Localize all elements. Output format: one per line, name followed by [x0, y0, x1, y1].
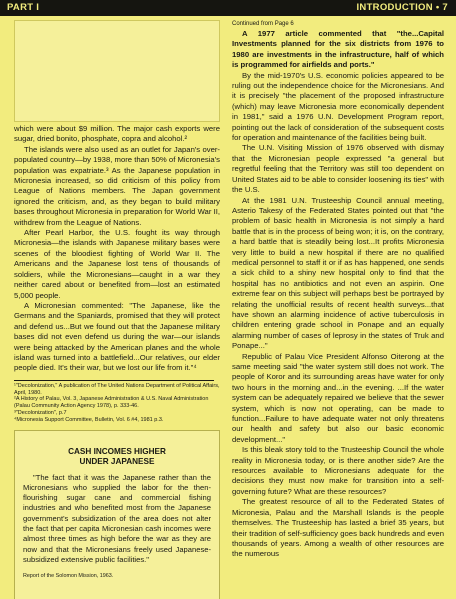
footnote: ¹"Decolonization," A publication of The United Nations Department of Political Affairs, April, 1980.: [14, 382, 220, 396]
footnotes: [14, 383, 220, 424]
page-header: [0, 0, 456, 16]
paragraph: The greatest resource of all to the Federated States of Micronesia, Palau and the Marshall Islands is the people themselves. The Trusteeship has lasted a brief 35 years, but their tradition of self-sufficiency goes back hundreds and even thousands of years. Among a wealth of other resources are the numerous: [232, 497, 444, 559]
paragraph: which were about $9 million. The major cash exports were sugar, dried bonito, phosphate, copra and alcohol.²: [14, 124, 220, 144]
paragraph: A 1977 article commented that "the...Capital Investments planned for the six districts from 1976 to 1980 are investments in the infrastructure, half of which is programmed for airfields and ports.": [232, 29, 444, 70]
right-column: [232, 20, 444, 560]
sidebar-quote: "The fact that it was the Japanese rather than the Micronesians who supplied the labor for the then-flourishing sugar cane and commercial fishing industries and who benefited most from the Japanese government's subsidization of the area does not alter the fact that per capita Micronesian cash incomes were almost three times as high before the war as they are now and that the Micronesians freely used Japanese-subsidized extensive public facilities.": [23, 472, 211, 564]
left-column: [14, 20, 220, 599]
paragraph: Republic of Palau Vice President Alfonso Oiterong at the same meeting said "the water system still does not work. The people of Koror and its surrounding areas have water for only two hours in the morning and...in the evening. ...If the water system can be adequately repaired we believe that the sewer system, which is now not operating, can be made to function...Failure to have adequate water not only threatens our health and safety but also our basic economic development...": [232, 351, 444, 444]
paragraph: Is this bleak story told to the Trusteeship Council the whole reality in Micronesia today, or is there another side? Are the resources available to Micronesians adequate for the decisions they must now make for transition into a self-governing future? What are these resources?: [232, 445, 444, 496]
sidebar-title-line: UNDER JAPANESE: [79, 456, 155, 466]
paragraph: At the 1981 U.N. Trusteeship Council annual meeting, Asterio Takesy of the Federated States pointed out that "the problem of basic health in Micronesia is not simply a hard battle that is in the process of being won; it is, on the contrary, a hard battle that is steadily being lost...It profits Micronesia very little to build a new hospital if there are no qualified medical personnel to staff it or if as has happened, one sends a sick child to a shiny new hospital only to find that the hospital has no antibiotics and not even an aspirin. One extreme fear on this subject will perhaps best be portrayed by relating the unofficial results of recent health surveys...that have shown an alarming incidence of active tuberculosis in children entering grade school in Ponape and an equally alarming number of cases of leprosy in the states of Truk and Ponape...": [232, 195, 444, 351]
paragraph: The islands were also used as an outlet for Japan's over-populated country—by 1938, more than 50% of Micronesia's population was expatriate.³ As the Japanese population in Micronesia increased, so did criticism of this policy from League of Nations members. The Japan government ignored the criticism, and, as they began to build military bases throughout Micronesia in preparation for World War II, withdrew from the League of Nations.: [14, 144, 220, 227]
continued-label: Continued from Page 6: [232, 21, 294, 27]
left-body-text: [14, 124, 220, 374]
section-label: PART I: [7, 2, 40, 13]
footnote: ²A History of Palau, Vol. 3, Japanese Administration & U.S. Naval Administration (Palau Community Action Agency 1978), p. 333-46.: [14, 396, 209, 410]
right-body-text: [232, 29, 444, 560]
blank-image-area: [14, 20, 220, 122]
footnote: ³"Decolonization", p.7: [14, 409, 67, 416]
paragraph: A Micronesian commented: "The Japanese, like the Germans and the Spaniards, promised that they will protect and defend us...But we found out that the Japanese military bases did not even defend us during the war—our islands were being attacked by the American planes and the whole island was turned into a battlefield...Our relatives, our elder people died. It's their war, but we lost our life from it."⁴: [14, 300, 220, 373]
sidebar-source: Report of the Solomon Mission, 1963.: [23, 573, 114, 580]
footnote-divider: [14, 380, 214, 381]
paragraph: By the mid-1970's U.S. economic policies appeared to be ruling out the independence choice for the Micronesians. And it is precisely "the placement of the proposed infrastructure (which) may leave Micronesia more economically dependent in 1981," said a 1976 U.N. Development Program report, pointing out the lack of consideration of the subsequent costs for operation and maintenance of the facilities being built.: [232, 70, 444, 143]
page-section-title: INTRODUCTION • 7: [356, 2, 448, 13]
paragraph: After Pearl Harbor, the U.S. fought its way through Micronesia—the islands with Japanese military bases were scenes of the bloodiest fighting of World War II. The Americans and the Japanese lost tens of thousands of soldiers, while the Micronesians—caught in a war they neither cared about or benefited from—lost an estimated 5,000 people.: [14, 228, 220, 300]
footnote: ⁴Micronesia Support Committee, Bulletin, Vol. 6 #4, 1981 p.3.: [14, 416, 164, 423]
cash-incomes-sidebar: [14, 430, 220, 599]
paragraph: The U.N. Visiting Mission of 1976 observed with dismay that the Micronesian people expressed "a general but regretful feeling that the Territory was still too dependent on United States aid to be able to consider loosening its ties" with the U.S.: [232, 143, 444, 195]
sidebar-title: [23, 447, 211, 467]
sidebar-title-line: CASH INCOMES HIGHER: [68, 446, 166, 456]
